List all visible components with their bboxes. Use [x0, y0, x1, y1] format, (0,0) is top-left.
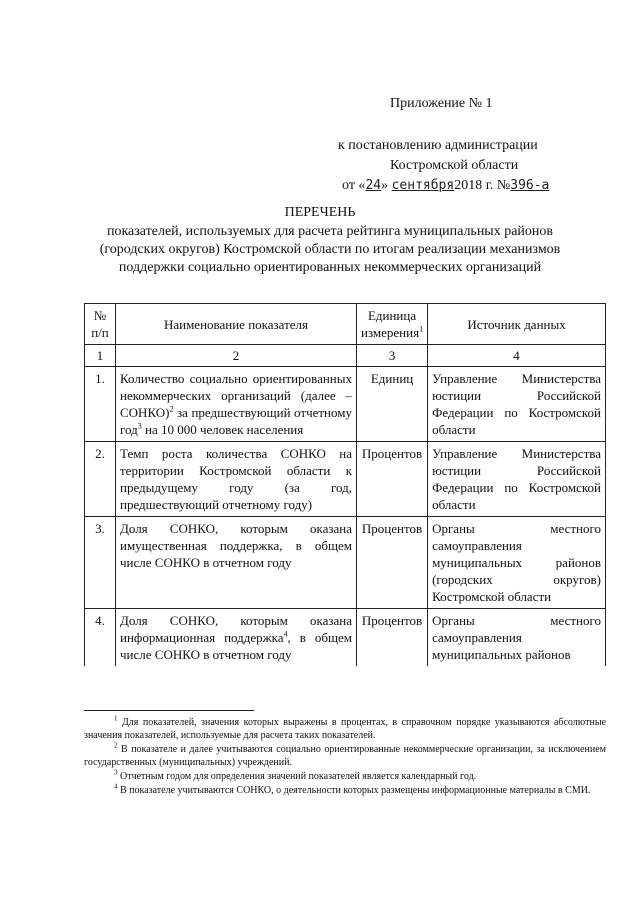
list-subtitle: показателей, используемых для расчета рейтинга муниципальных районов (городских округов) Костромской области по итогам реализации механизмов поддержки социально ориентированных некоммерческих организаций	[99, 224, 561, 275]
table-row	[85, 367, 606, 442]
row-name-part: Количество социально ориентированных некоммерческих организаций (далее – СОНКО)	[120, 371, 352, 420]
index-cell: 4	[428, 345, 606, 367]
footnote-ref: 4	[283, 629, 288, 639]
appendix-title: Приложение № 1	[390, 96, 493, 111]
footnote-ref: 2	[169, 404, 174, 414]
row-source: Управление Министерства юстиции Российской Федерации по Костромской области	[428, 442, 606, 517]
indicators-table	[84, 303, 606, 666]
decree-reference	[290, 136, 630, 196]
table-index-row	[85, 345, 606, 367]
row-name	[116, 609, 357, 667]
row-num: 3.	[85, 517, 116, 609]
row-source: Органы местного самоуправления муниципальных районов	[428, 609, 606, 667]
date-mid: »	[381, 178, 389, 193]
row-num: 4.	[85, 609, 116, 667]
row-name	[116, 367, 357, 442]
row-unit: Процентов	[357, 442, 428, 517]
footnote-mark: 1	[114, 714, 118, 723]
footnote-text: Для показателей, значения которых выражены в процентах, в справочном порядке указываются абсолютные значения показателей, используемые для расчета таких показателей.	[84, 717, 606, 741]
header-unit-note: 1	[419, 324, 424, 334]
footnote-text: Отчетным годом для определения значений показателей является календарный год.	[120, 771, 477, 782]
row-source: Управление Министерства юстиции Российской Федерации по Костромской области	[428, 367, 606, 442]
table-row	[85, 442, 606, 517]
header-num: № п/п	[85, 304, 116, 345]
index-cell: 3	[357, 345, 428, 367]
footnote-ref: 3	[137, 421, 142, 431]
row-unit: Процентов	[357, 517, 428, 609]
header-unit-label: Единица измерения	[361, 308, 420, 340]
footnote-divider	[84, 710, 254, 711]
doc-number: 396-а	[510, 178, 550, 193]
footnote	[84, 784, 606, 797]
footnote-mark: 2	[114, 741, 118, 750]
footnote	[84, 716, 606, 742]
footnote	[84, 743, 606, 769]
row-name-part: на 10 000 человек населения	[141, 422, 304, 437]
table-header-row	[85, 304, 606, 345]
row-name-part: Доля СОНКО, которым оказана информационная поддержка	[120, 613, 352, 645]
row-name: Темп роста количества СОНКО на территории Костромской области к предыдущему году (за год, предшествующий отчетному году)	[116, 442, 357, 517]
table-row	[85, 609, 606, 667]
row-name-part: за предшествующий отчетному год	[120, 405, 352, 437]
footnote	[84, 770, 606, 783]
date-prefix: от «	[342, 178, 366, 193]
date-month: сентября	[391, 178, 455, 193]
date-day: 24	[365, 178, 382, 193]
index-cell: 2	[116, 345, 357, 367]
decree-line-2: Костромской области	[390, 158, 519, 173]
date-year: 2018 г. №	[454, 178, 511, 193]
list-title: ПЕРЕЧЕНЬ	[284, 205, 356, 220]
decree-line-1: к постановлению администрации	[338, 138, 538, 153]
header-name: Наименование показателя	[116, 304, 357, 345]
header-source: Источник данных	[428, 304, 606, 345]
header-unit	[357, 304, 428, 345]
row-num: 1.	[85, 367, 116, 442]
row-unit: Единиц	[357, 367, 428, 442]
row-unit: Процентов	[357, 609, 428, 667]
footnote-mark: 4	[114, 782, 118, 791]
index-cell: 1	[85, 345, 116, 367]
footnote-text: В показателе и далее учитываются социально ориентированные некоммерческие организации, за исключением государственных (муниципальных) учреждений.	[84, 744, 606, 768]
row-name-part: , в общем числе СОНКО в отчетном году	[120, 630, 352, 662]
footnote-mark: 3	[114, 768, 118, 777]
row-name: Доля СОНКО, которым оказана имущественная поддержка, в общем числе СОНКО в отчетном году	[116, 517, 357, 609]
row-source: Органы местного самоуправления муниципальных районов (городских округов) Костромской области	[428, 517, 606, 609]
table-row	[85, 517, 606, 609]
decree-date-line	[342, 176, 630, 196]
footnotes	[84, 716, 606, 798]
footnote-text: В показателе учитываются СОНКО, о деятельности которых размещены информационные материалы в СМИ.	[120, 785, 591, 796]
row-num: 2.	[85, 442, 116, 517]
